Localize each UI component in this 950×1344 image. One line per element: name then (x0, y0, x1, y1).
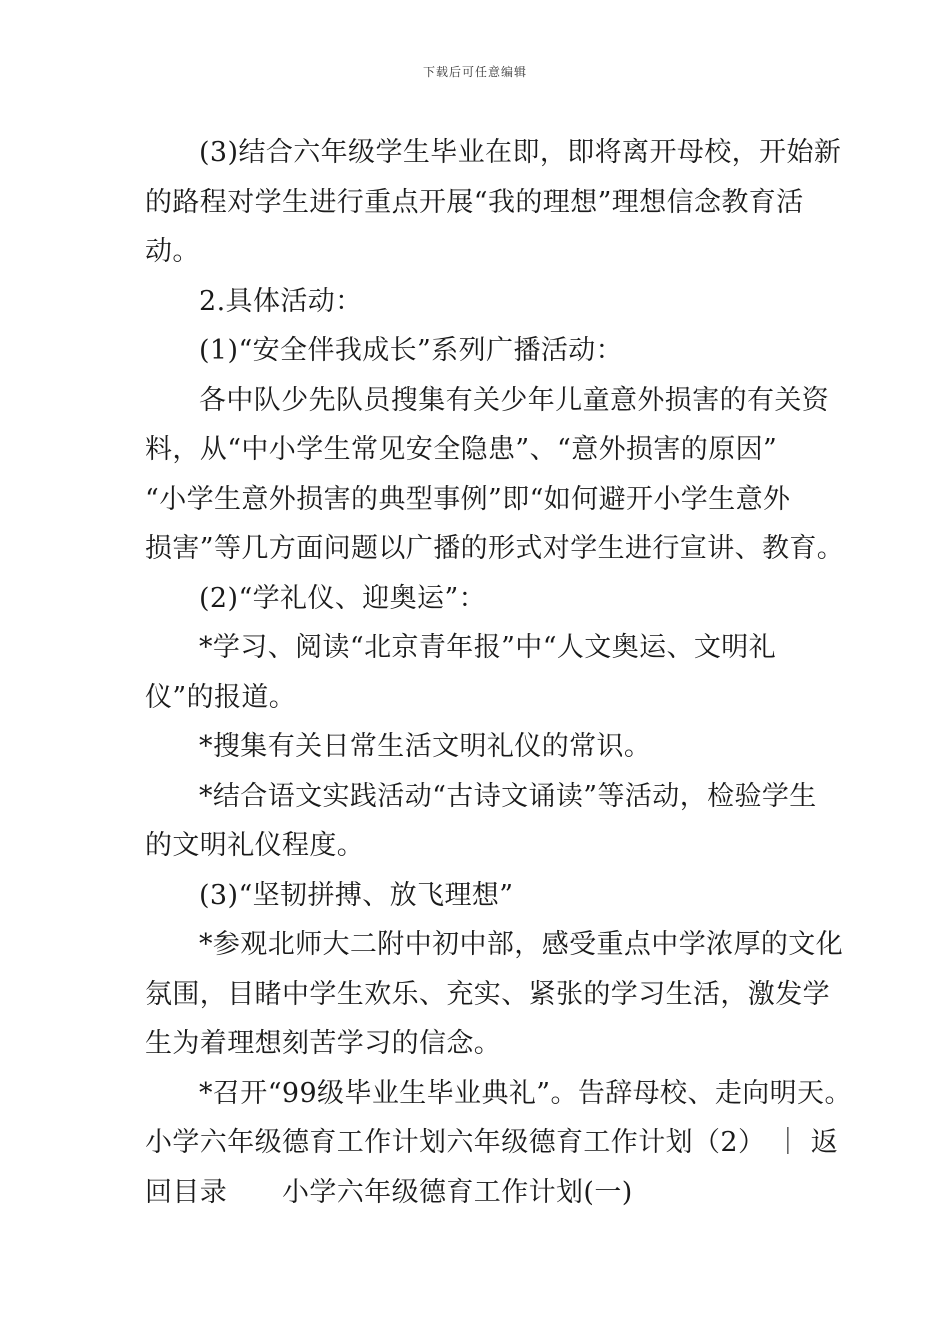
paragraph-line: (3)结合六年级学生毕业在即，即将离开母校，开始新 (199, 137, 842, 168)
section-heading: 2.具体活动： (199, 285, 363, 317)
paragraph-line: “小学生意外损害的典型事例”即“如何避开小学生意外 (145, 483, 791, 515)
related-links-line: 小学六年级德育工作计划六年级德育工作计划（2） ｜ 返 (145, 1127, 839, 1158)
bullet-line: *搜集有关日常生活文明礼仪的常识。 (199, 731, 652, 762)
paragraph-line: 各中队少先队员搜集有关少年儿童意外损害的有关资 (199, 384, 830, 416)
paragraph-line: 生为着理想刻苦学习的信念。 (145, 1028, 502, 1059)
page-header: 下载后可任意编辑 (422, 65, 527, 79)
paragraph-line: 料，从“中小学生常见安全隐患”、“意外损害的原因” (145, 434, 778, 465)
paragraph-line: 损害”等几方面问题以广播的形式对学生进行宣讲、教育。 (145, 533, 845, 564)
paragraph-line: 动。 (145, 236, 200, 267)
document-body (145, 128, 852, 1217)
paragraph-line: 的文明礼仪程度。 (145, 830, 365, 861)
subsection-heading: (1)“安全伴我成长”系列广播活动： (199, 335, 624, 366)
subsection-heading: (3)“坚韧拼搏、放飞理想” (199, 879, 514, 911)
subsection-heading: (2)“学礼仪、迎奥运”： (199, 582, 487, 614)
bullet-line: *参观北师大二附中初中部，感受重点中学浓厚的文化 (199, 929, 844, 960)
bullet-line: *结合语文实践活动“古诗文诵读”等活动，检验学生 (199, 780, 817, 812)
bullet-line: *学习、阅读“北京青年报”中“人文奥运、文明礼 (199, 632, 777, 663)
paragraph-line: 的路程对学生进行重点开展“我的理想”理想信念教育活 (145, 186, 804, 218)
related-links-line: 回目录 小学六年级德育工作计划(一) (145, 1176, 633, 1208)
bullet-line: *召开“99级毕业生毕业典礼”。告辞母校、走向明天。 (199, 1077, 852, 1109)
paragraph-line: 仪”的报道。 (145, 681, 297, 713)
paragraph-line: 氛围，目睹中学生欢乐、充实、紧张的学习生活，激发学 (145, 978, 830, 1010)
